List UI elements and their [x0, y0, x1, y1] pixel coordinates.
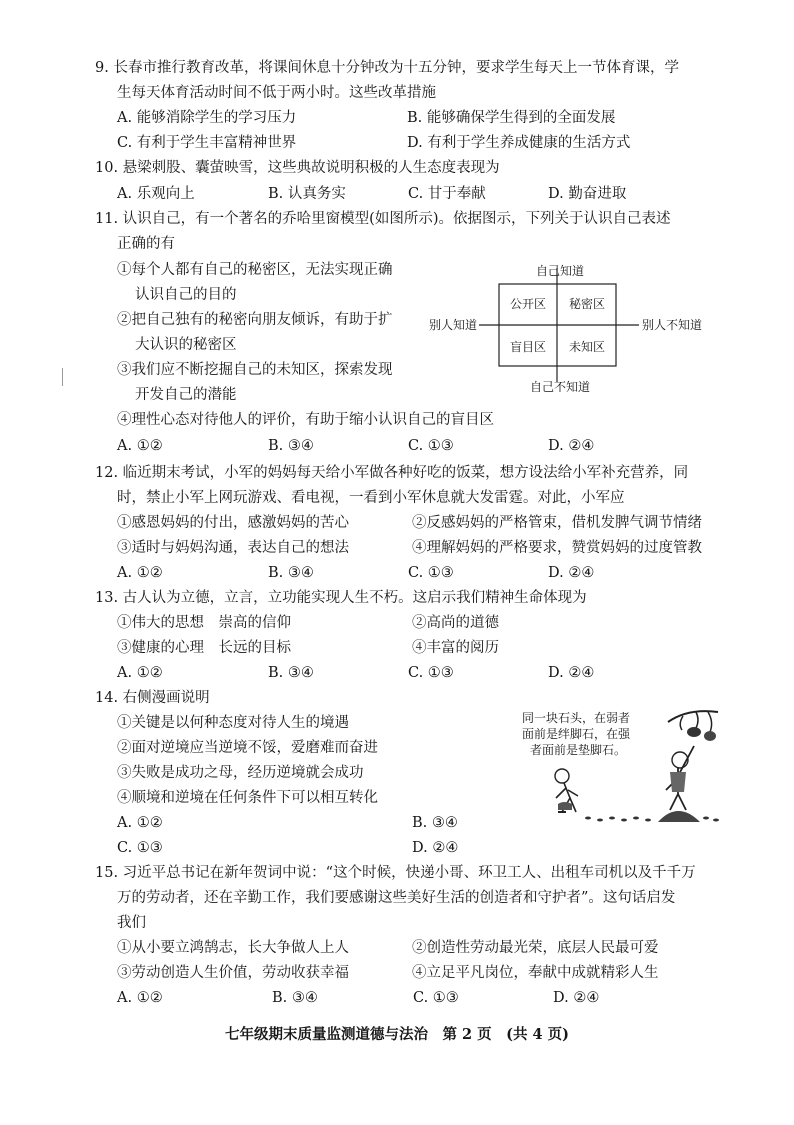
- q9-stem-line1: 9. 长春市推行教育改革，将课间休息十分钟改为十五分钟，要求学生每天上一节体育课，学: [95, 60, 679, 76]
- johari-window-diagram: [427, 262, 727, 392]
- q15-stem-line2: 万的劳动者，还在辛勤工作，我们要感谢这些美好生活的创造者和守护者”。这句话启发: [117, 890, 676, 906]
- quadrant-unknown-area: 未知区: [568, 340, 606, 354]
- q14-option-d: D. ②④: [412, 840, 459, 856]
- q11-statement-2b: 大认识的秘密区: [135, 337, 237, 353]
- q13-statement-4: ④丰富的阅历: [412, 640, 499, 656]
- q10-option-c: C. 甘于奉献: [408, 186, 486, 202]
- q14-statement-2: ②面对逆境应当逆境不馁，爱磨难而奋进: [117, 740, 378, 756]
- q12-statement-3: ③适时与妈妈沟通，表达自己的想法: [117, 540, 349, 556]
- page-footer: 七年级期末质量监测道德与法治 第 2 页 (共 4 页): [224, 1026, 570, 1043]
- q13-statement-1: ①伟大的思想 崇高的信仰: [117, 615, 291, 631]
- q11-option-a: A. ①②: [117, 438, 163, 454]
- q14-statement-1: ①关键是以何种态度对待人生的境遇: [117, 715, 349, 731]
- quadrant-blind-area: 盲目区: [509, 340, 547, 354]
- q14-option-b: B. ③④: [412, 815, 458, 831]
- q15-statement-3: ③劳动创造人生价值，劳动收获幸福: [117, 965, 349, 981]
- q14-statement-4: ④顺境和逆境在任何条件下可以相互转化: [117, 790, 378, 806]
- q12-option-d: D. ②④: [548, 565, 595, 581]
- cartoon-caption-line3: 者面前是垫脚石。: [530, 743, 627, 757]
- q10-option-d: D. 勤奋进取: [548, 186, 627, 202]
- q12-statement-4: ④理解妈妈的严格要求，赞赏妈妈的过度管教: [412, 540, 702, 556]
- q15-statement-1: ①从小要立鸿鹄志，长大争做人上人: [117, 940, 349, 956]
- q15-stem-line3: 我们: [117, 915, 146, 931]
- q9-option-d: D. 有利于学生养成健康的生活方式: [407, 135, 631, 151]
- q11-statement-2a: ②把自己独有的秘密向朋友倾诉，有助于扩: [117, 312, 393, 328]
- cartoon-caption-line1: 同一块石头，在弱者: [522, 711, 631, 725]
- q13-option-d: D. ②④: [548, 665, 595, 681]
- q15-statement-4: ④立足平凡岗位，奉献中成就精彩人生: [412, 965, 659, 981]
- q14-option-a: A. ①②: [117, 815, 163, 831]
- q15-option-c: C. ①③: [413, 990, 459, 1006]
- q15-option-d: D. ②④: [553, 990, 600, 1006]
- q10-stem: 10. 悬梁刺股、囊萤映雪，这些典故说明积极的人生态度表现为: [95, 160, 500, 176]
- q11-stem-line1: 11. 认识自己，有一个著名的乔哈里窗模型(如图所示)。依据图示，下列关于认识自己表述: [95, 211, 671, 227]
- q11-option-b: B. ③④: [268, 438, 314, 454]
- q14-stem: 14. 右侧漫画说明: [95, 690, 210, 706]
- q13-stem: 13. 古人认为立德，立言，立功能实现人生不朽。这启示我们精神生命体现为: [95, 590, 587, 606]
- standing-person-on-stone-icon: [658, 746, 700, 822]
- q10-option-b: B. 认真务实: [268, 186, 346, 202]
- q13-option-b: B. ③④: [268, 665, 314, 681]
- footprints-icon: [585, 817, 719, 822]
- q15-stem-line1: 15. 习近平总书记在新年贺词中说：“这个时候，快递小哥、环卫工人、出租车司机以及千千万: [95, 865, 696, 881]
- q12-stem-line1: 12. 临近期末考试，小军的妈妈每天给小军做各种好吃的饭菜，想方设法给小军补充营养，同: [95, 465, 689, 481]
- q12-stem-line2: 时，禁止小军上网玩游戏、看电视，一看到小军休息就大发雷霆。对此，小军应: [117, 490, 625, 506]
- q12-option-c: C. ①③: [408, 565, 454, 581]
- q11-statement-3a: ③我们应不断挖掘自己的未知区，探索发现: [117, 362, 393, 378]
- q11-option-c: C. ①③: [408, 438, 454, 454]
- q12-option-a: A. ①②: [117, 565, 163, 581]
- q14-statement-3: ③失败是成功之母，经历逆境就会成功: [117, 765, 364, 781]
- quadrant-open-area: 公开区: [509, 297, 547, 311]
- q11-statement-1a: ①每个人都有自己的秘密区，无法实现正确: [117, 262, 393, 278]
- q15-option-a: A. ①②: [117, 990, 163, 1006]
- q13-statement-3: ③健康的心理 长远的目标: [117, 640, 291, 656]
- q15-statement-2: ②创造性劳动最光荣，底层人民最可爱: [412, 940, 659, 956]
- q9-option-b: B. 能够确保学生得到的全面发展: [407, 110, 616, 126]
- cartoon-stumbling-stone: [518, 706, 728, 828]
- q13-statement-2: ②高尚的道德: [412, 615, 499, 631]
- q12-statement-2: ②反感妈妈的严格管束，借机发脾气调节情绪: [412, 515, 702, 531]
- q12-statement-1: ①感恩妈妈的付出，感激妈妈的苦心: [117, 515, 349, 531]
- axis-label-self-known: 自己知道: [535, 264, 585, 278]
- q11-statement-1b: 认识自己的目的: [135, 287, 237, 303]
- q13-option-a: A. ①②: [117, 665, 163, 681]
- q14-option-c: C. ①③: [117, 840, 163, 856]
- scan-margin-mark: [62, 368, 63, 386]
- stumbling-person-icon: [555, 769, 578, 812]
- axis-label-others-known: 别人知道: [429, 318, 478, 332]
- cartoon-caption-line2: 面前是绊脚石，在强: [522, 727, 631, 741]
- quadrant-secret-area: 秘密区: [568, 297, 606, 311]
- q12-option-b: B. ③④: [268, 565, 314, 581]
- q10-option-a: A. 乐观向上: [117, 186, 195, 202]
- q11-stem-line2: 正确的有: [117, 236, 175, 252]
- q15-option-b: B. ③④: [272, 990, 318, 1006]
- q13-option-c: C. ①③: [408, 665, 454, 681]
- tree-branch-icon: [668, 711, 718, 741]
- q9-option-a: A. 能够消除学生的学习压力: [117, 110, 297, 126]
- q11-statement-3b: 开发自己的潜能: [135, 387, 237, 403]
- q9-stem-line2: 生每天体育活动时间不低于两小时。这些改革措施: [117, 85, 436, 101]
- q11-statement-4: ④理性心态对待他人的评价，有助于缩小认识自己的盲目区: [117, 412, 494, 428]
- q9-option-c: C. 有利于学生丰富精神世界: [117, 135, 297, 151]
- axis-label-others-unknown: 别人不知道: [642, 318, 703, 332]
- q11-option-d: D. ②④: [548, 438, 595, 454]
- axis-label-self-unknown: 自己不知道: [529, 380, 591, 392]
